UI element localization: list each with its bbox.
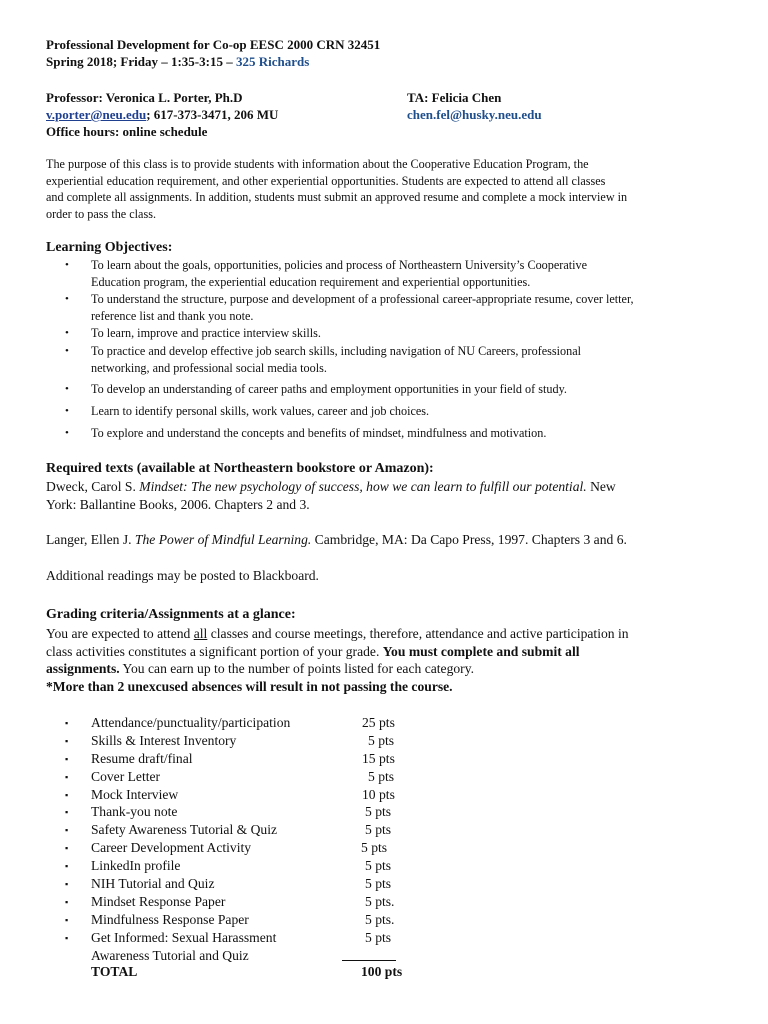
square-bullet-icon: ▪ bbox=[65, 897, 69, 907]
citation-title: Mindset: The new psychology of success, how we can learn to fulfill our potential. bbox=[139, 479, 587, 494]
absence-warning: *More than 2 unexcused absences will result in not passing the course. bbox=[46, 679, 453, 694]
required-texts-heading: Required texts (available at Northeastern bookstore or Amazon): bbox=[46, 461, 434, 476]
citation-rest: New bbox=[586, 479, 616, 494]
assignment-name: Skills & Interest Inventory bbox=[91, 733, 237, 748]
objective-text: reference list and thank you note. bbox=[91, 308, 254, 323]
dweck-citation-line2: York: Ballantine Books, 2006. Chapters 2 and 3. bbox=[46, 497, 310, 512]
purpose-line: experiential education requirement, and other experiential opportunities. Students are expected to attend all classes bbox=[46, 173, 606, 188]
square-bullet-icon: ▪ bbox=[65, 933, 69, 943]
assignment-name: LinkedIn profile bbox=[91, 858, 181, 873]
intro-bold: You must complete and submit all bbox=[382, 644, 580, 659]
bullet-icon: • bbox=[65, 427, 69, 439]
intro-text: class activities constitutes a significant portion of your grade. bbox=[46, 644, 383, 659]
objective-text: To explore and understand the concepts and benefits of mindset, mindfulness and motivation. bbox=[91, 426, 547, 440]
bullet-icon: • bbox=[65, 327, 69, 339]
square-bullet-icon: ▪ bbox=[65, 718, 69, 728]
assignment-name: Attendance/punctuality/participation bbox=[91, 715, 291, 730]
objective-text: To develop an understanding of career paths and employment opportunities in your field of study. bbox=[91, 382, 567, 396]
intro-bold: assignments. bbox=[46, 661, 120, 676]
course-schedule bbox=[46, 54, 309, 70]
assignment-points: 5 pts. bbox=[365, 894, 395, 909]
square-bullet-icon: ▪ bbox=[65, 754, 69, 764]
assignment-points: 5 pts bbox=[365, 822, 392, 837]
purpose-line: The purpose of this class is to provide students with information about the Cooperative Education Program, the bbox=[46, 157, 589, 171]
assignment-name bbox=[91, 929, 276, 965]
dweck-citation bbox=[46, 478, 616, 496]
square-bullet-icon: ▪ bbox=[65, 915, 69, 925]
learning-objectives-heading: Learning Objectives: bbox=[46, 240, 173, 255]
assignment-points: 15 pts bbox=[362, 751, 395, 766]
intro-text: classes and course meetings, therefore, attendance and active participation in bbox=[207, 626, 629, 641]
purpose-paragraph bbox=[46, 156, 746, 222]
bullet-icon: • bbox=[65, 259, 69, 271]
bullet-icon: • bbox=[65, 293, 69, 305]
assignment-name: Career Development Activity bbox=[91, 840, 252, 855]
square-bullet-icon: ▪ bbox=[65, 736, 69, 746]
square-bullet-icon: ▪ bbox=[65, 879, 69, 889]
professor-email-link[interactable]: v.porter@neu.edu bbox=[46, 107, 147, 122]
assignment-points: 5 pts. bbox=[365, 912, 395, 927]
objective-text: Education program, the experiential education requirement and experiential opportunities. bbox=[91, 274, 531, 289]
purpose-line: and complete all assignments. In addition, students must submit an approved resume and complete a mock interview in bbox=[46, 190, 628, 204]
assignment-points: 5 pts bbox=[365, 876, 392, 891]
grading-intro-line bbox=[46, 643, 580, 661]
citation-title: The Power of Mindful Learning. bbox=[134, 532, 312, 547]
total-label: TOTAL bbox=[91, 964, 138, 979]
grading-heading: Grading criteria/Assignments at a glance: bbox=[46, 607, 296, 622]
assignment-points: 5 pts bbox=[361, 840, 388, 855]
bullet-icon: • bbox=[65, 383, 69, 395]
professor-phone-office: ; 617-373-3471, 206 MU bbox=[146, 107, 279, 122]
professor-contact bbox=[46, 107, 278, 123]
objective-text: Learn to identify personal skills, work values, career and job choices. bbox=[91, 404, 430, 418]
room-location: 325 Richards bbox=[235, 54, 310, 69]
objective-text: To practice and develop effective job search skills, including navigation of NU Careers, professional bbox=[91, 344, 581, 358]
intro-text: You are expected to attend bbox=[46, 626, 194, 641]
ta-name: TA: Felicia Chen bbox=[407, 90, 502, 105]
assignment-name: NIH Tutorial and Quiz bbox=[91, 876, 215, 891]
total-divider bbox=[342, 960, 396, 961]
office-hours: Office hours: online schedule bbox=[46, 124, 208, 139]
assignment-name: Thank-you note bbox=[91, 804, 178, 819]
assignment-points: 5 pts bbox=[365, 930, 392, 945]
bullet-icon: • bbox=[65, 345, 69, 357]
objective-text: To understand the structure, purpose and development of a professional career-appropriate resume, cover letter, bbox=[91, 292, 634, 306]
citation-author: Dweck, Carol S. bbox=[46, 479, 140, 494]
objective-text: networking, and professional social media tools. bbox=[91, 360, 327, 375]
assignment-points: 5 pts bbox=[365, 804, 392, 819]
assignment-name: Mock Interview bbox=[91, 787, 179, 802]
square-bullet-icon: ▪ bbox=[65, 772, 69, 782]
square-bullet-icon: ▪ bbox=[65, 843, 69, 853]
square-bullet-icon: ▪ bbox=[65, 807, 69, 817]
objective-text: To learn, improve and practice interview skills. bbox=[91, 326, 321, 340]
ta-email[interactable]: chen.fel@husky.neu.edu bbox=[407, 107, 542, 122]
assignment-name: Cover Letter bbox=[91, 769, 161, 784]
intro-text: You can earn up to the number of points listed for each category. bbox=[119, 661, 475, 676]
assignment-name: Mindset Response Paper bbox=[91, 894, 226, 909]
assignment-points: 25 pts bbox=[362, 715, 395, 730]
professor-name: Professor: Veronica L. Porter, Ph.D bbox=[46, 90, 243, 105]
grading-intro-line bbox=[46, 660, 474, 678]
schedule-text: Spring 2018; Friday – 1:35-3:15 – bbox=[46, 54, 233, 69]
assignment-name: Resume draft/final bbox=[91, 751, 193, 766]
square-bullet-icon: ▪ bbox=[65, 790, 69, 800]
objective-text: To learn about the goals, opportunities, policies and process of Northeastern University’s Cooperative bbox=[91, 258, 588, 272]
assignment-name-line: Awareness Tutorial and Quiz bbox=[91, 948, 249, 963]
course-title: Professional Development for Co-op EESC 2000 CRN 32451 bbox=[46, 37, 381, 52]
citation-rest: Cambridge, MA: Da Capo Press, 1997. Chapters 3 and 6. bbox=[311, 532, 627, 547]
langer-citation bbox=[46, 531, 627, 549]
bullet-icon: • bbox=[65, 405, 69, 417]
assignment-points: 10 pts bbox=[362, 787, 395, 802]
purpose-line: order to pass the class. bbox=[46, 206, 156, 221]
total-points: 100 pts bbox=[361, 964, 403, 979]
grading-intro-line bbox=[46, 625, 629, 643]
assignment-name-line: Get Informed: Sexual Harassment bbox=[91, 930, 277, 945]
citation-author: Langer, Ellen J. bbox=[46, 532, 135, 547]
additional-readings: Additional readings may be posted to Blackboard. bbox=[46, 568, 319, 583]
square-bullet-icon: ▪ bbox=[65, 825, 69, 835]
assignment-name: Safety Awareness Tutorial & Quiz bbox=[91, 822, 278, 837]
assignment-points: 5 pts bbox=[368, 769, 395, 784]
assignment-points: 5 pts bbox=[365, 858, 392, 873]
square-bullet-icon: ▪ bbox=[65, 861, 69, 871]
intro-emphasis: all bbox=[193, 626, 208, 641]
assignment-points: 5 pts bbox=[368, 733, 395, 748]
assignment-name: Mindfulness Response Paper bbox=[91, 912, 249, 927]
